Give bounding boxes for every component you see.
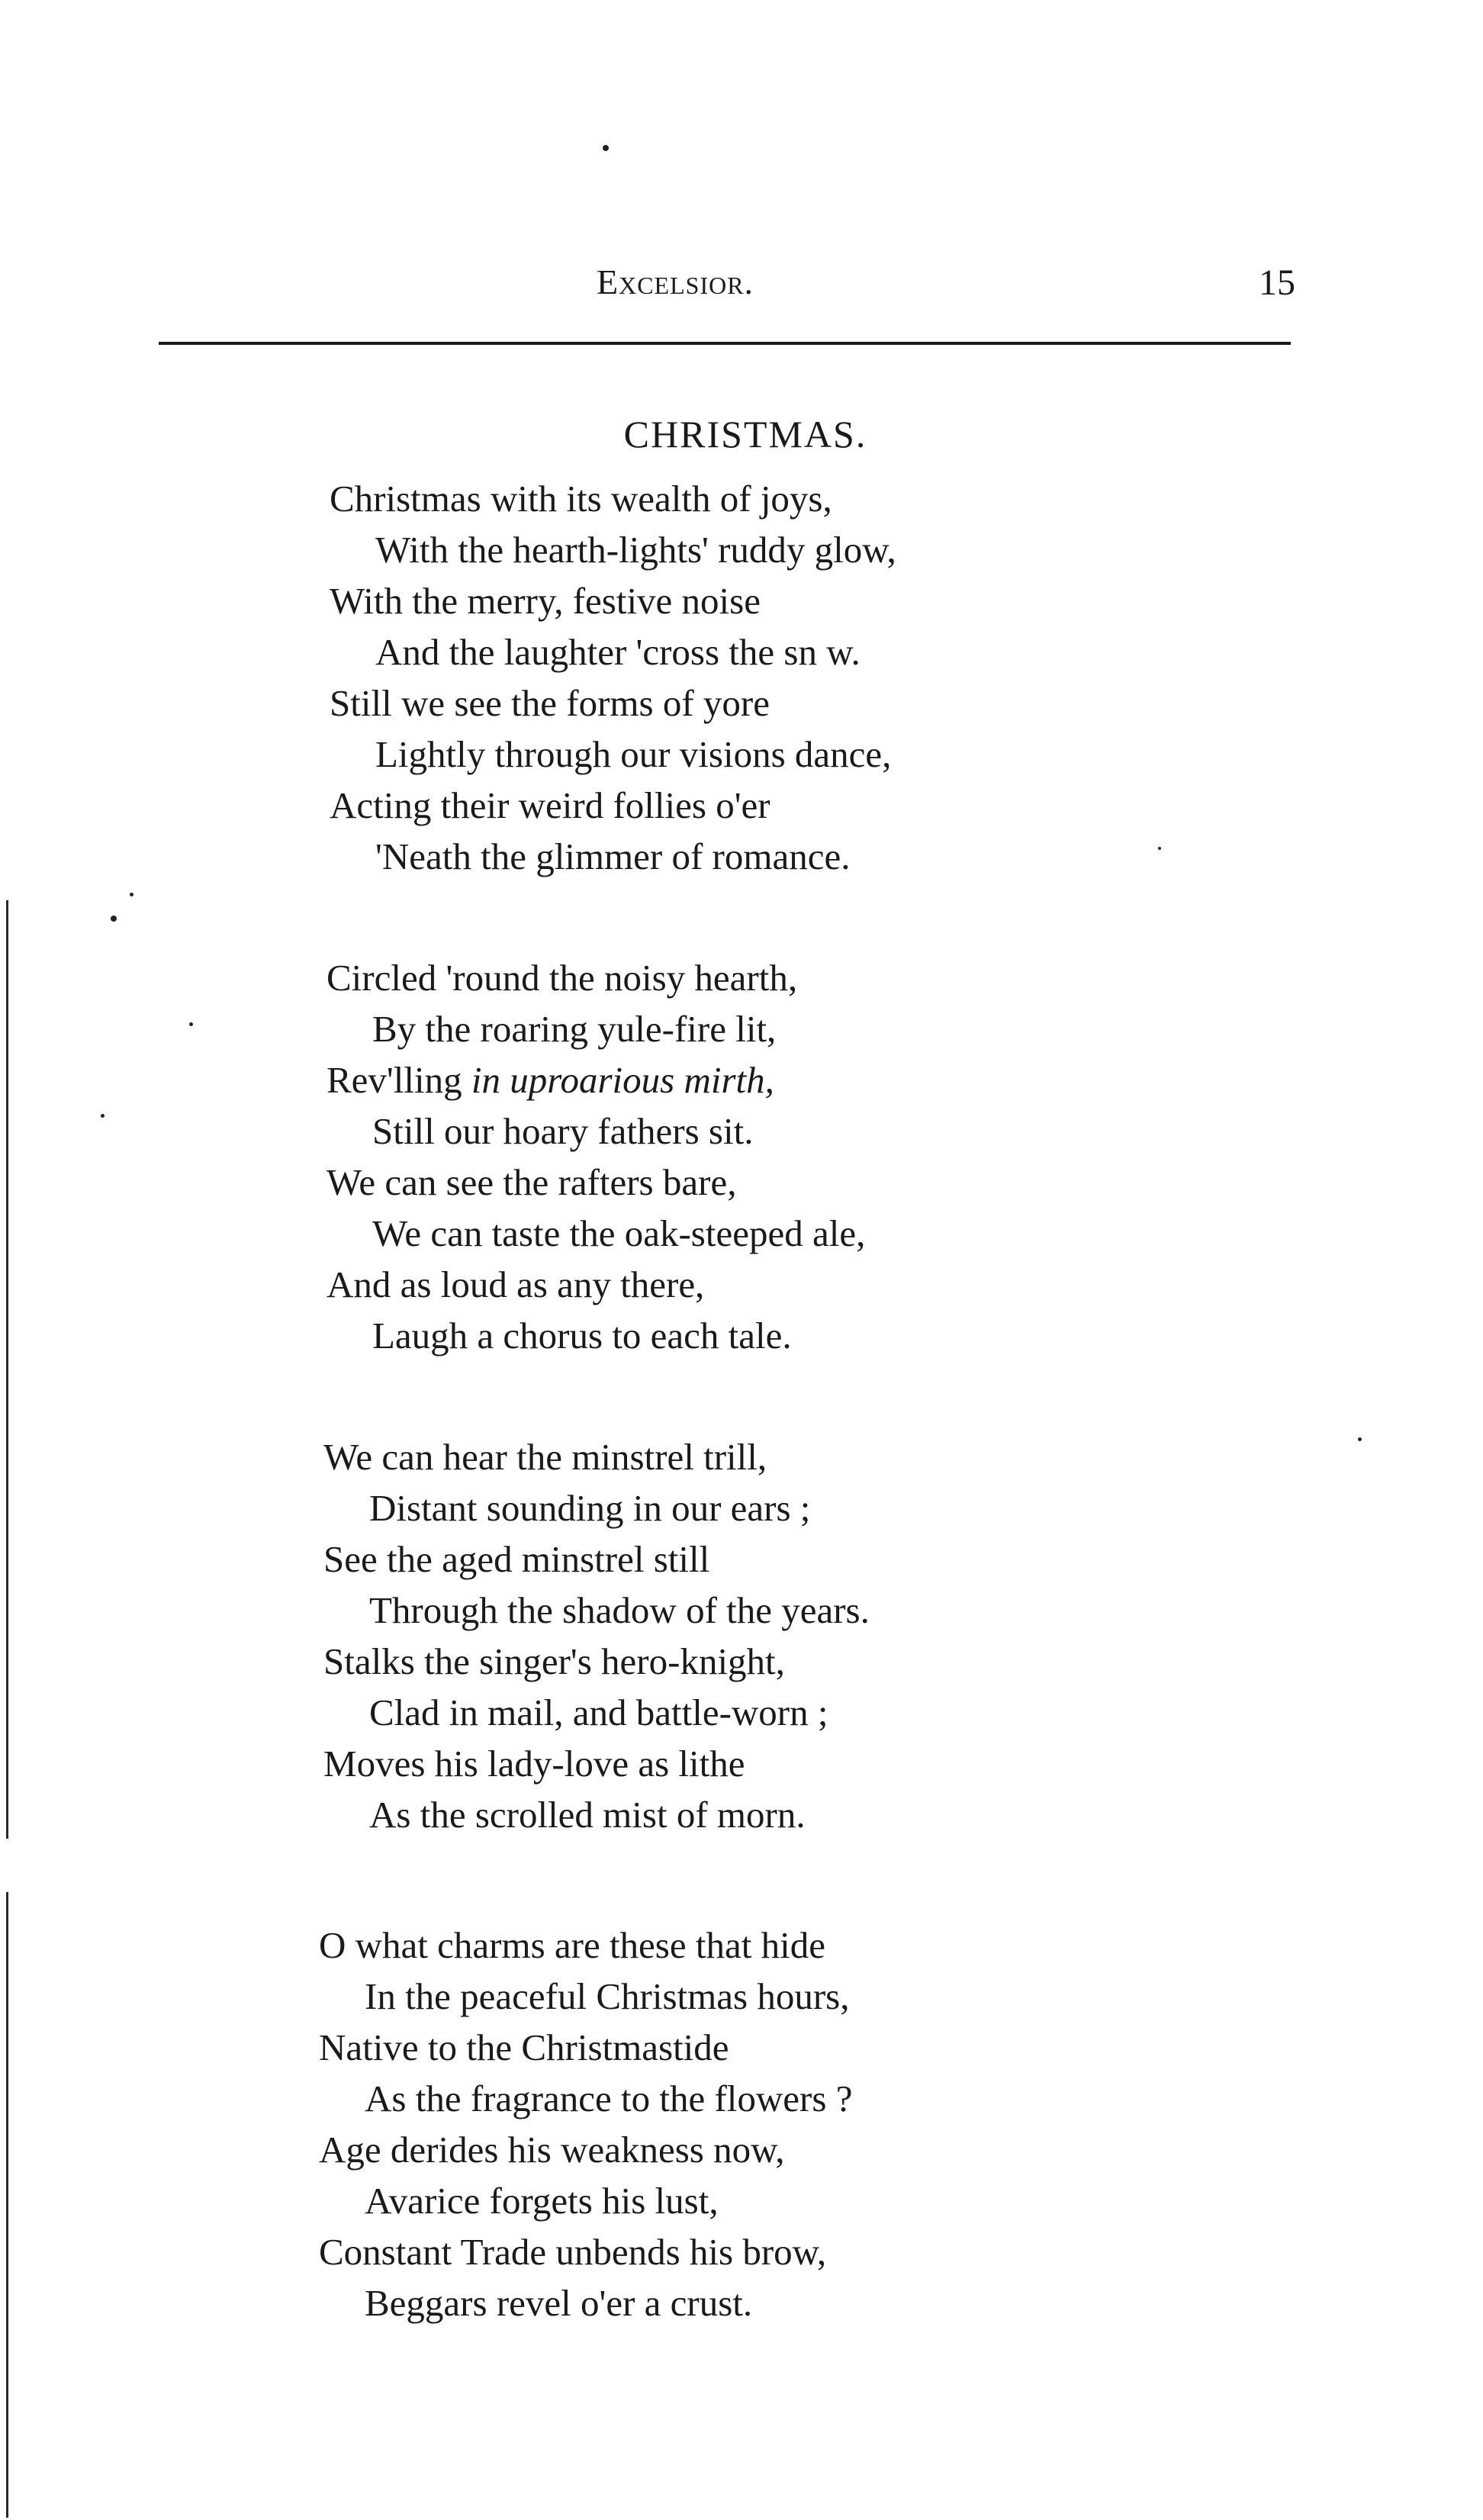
poem-line-roman: Rev'lling [327, 1059, 471, 1101]
poem-line: Age derides his weakness now, [319, 2129, 785, 2171]
poem-line: Still we see the forms of yore [330, 682, 770, 724]
scan-speck [130, 893, 134, 896]
poem-line: We can hear the minstrel trill, [323, 1436, 767, 1478]
stanza-2 [327, 952, 1483, 1361]
poem-line [327, 1054, 1483, 1106]
poem-line: As the scrolled mist of morn. [369, 1794, 806, 1836]
scan-speck [111, 916, 117, 922]
running-title: Excelsior. [597, 262, 754, 301]
running-head [0, 262, 1483, 307]
page-number: 15 [1259, 262, 1295, 303]
poem-line: Constant Trade unbends his brow, [319, 2231, 827, 2273]
poem-line: Stalks the singer's hero-knight, [323, 1640, 785, 1682]
poem-line: Christmas with its wealth of joys, [330, 478, 832, 520]
poem-title: CHRISTMAS. [623, 413, 867, 455]
poem-line: Still our hoary fathers sit. [372, 1110, 754, 1152]
poem-line: Moves his lady-love as lithe [323, 1743, 745, 1785]
scan-speck [101, 1114, 105, 1118]
poem-line: By the roaring yule-fire lit, [372, 1008, 777, 1050]
poem-line: Lightly through our visions dance, [375, 733, 892, 775]
poem-line: 'Neath the glimmer of romance. [375, 835, 851, 877]
poem-line: Clad in mail, and battle-worn ; [369, 1691, 828, 1733]
poem-line: And as loud as any there, [327, 1263, 705, 1305]
poem-line: See the aged minstrel still [323, 1538, 710, 1580]
poem-line: Native to the Christmastide [319, 2026, 729, 2068]
poem-line-italic: in uproarious mirth, [471, 1059, 774, 1101]
poem-line: Through the shadow of the years. [369, 1589, 870, 1631]
poem-line: Distant sounding in our ears ; [369, 1487, 811, 1529]
poem-line: In the peaceful Christmas hours, [365, 1975, 850, 2017]
scan-edge-mark [6, 1892, 8, 2518]
poem-line: O what charms are these that hide [319, 1924, 825, 1966]
stanza-3 [323, 1431, 1483, 1840]
poem-line: We can see the rafters bare, [327, 1161, 737, 1203]
poem-line: We can taste the oak-steeped ale, [372, 1212, 866, 1254]
poem-line: Beggars revel o'er a crust. [365, 2282, 753, 2324]
scan-speck [189, 1022, 193, 1026]
scan-speck [603, 145, 609, 151]
stanza-1 [330, 473, 1483, 882]
stanza-4 [319, 1920, 1483, 2329]
header-rule [159, 342, 1291, 345]
poem-line: Circled 'round the noisy hearth, [327, 957, 798, 999]
poem-line: With the hearth-lights' ruddy glow, [375, 529, 896, 571]
poem-line: And the laughter 'cross the sn w. [375, 631, 861, 673]
poem-line: Avarice forgets his lust, [365, 2180, 719, 2222]
poem-line: Acting their weird follies o'er [330, 784, 770, 826]
poem-line: As the fragrance to the flowers ? [365, 2077, 853, 2119]
poem-line: With the merry, festive noise [330, 580, 761, 622]
scan-edge-mark [6, 900, 8, 1839]
poem-line: Laugh a chorus to each tale. [372, 1315, 792, 1357]
